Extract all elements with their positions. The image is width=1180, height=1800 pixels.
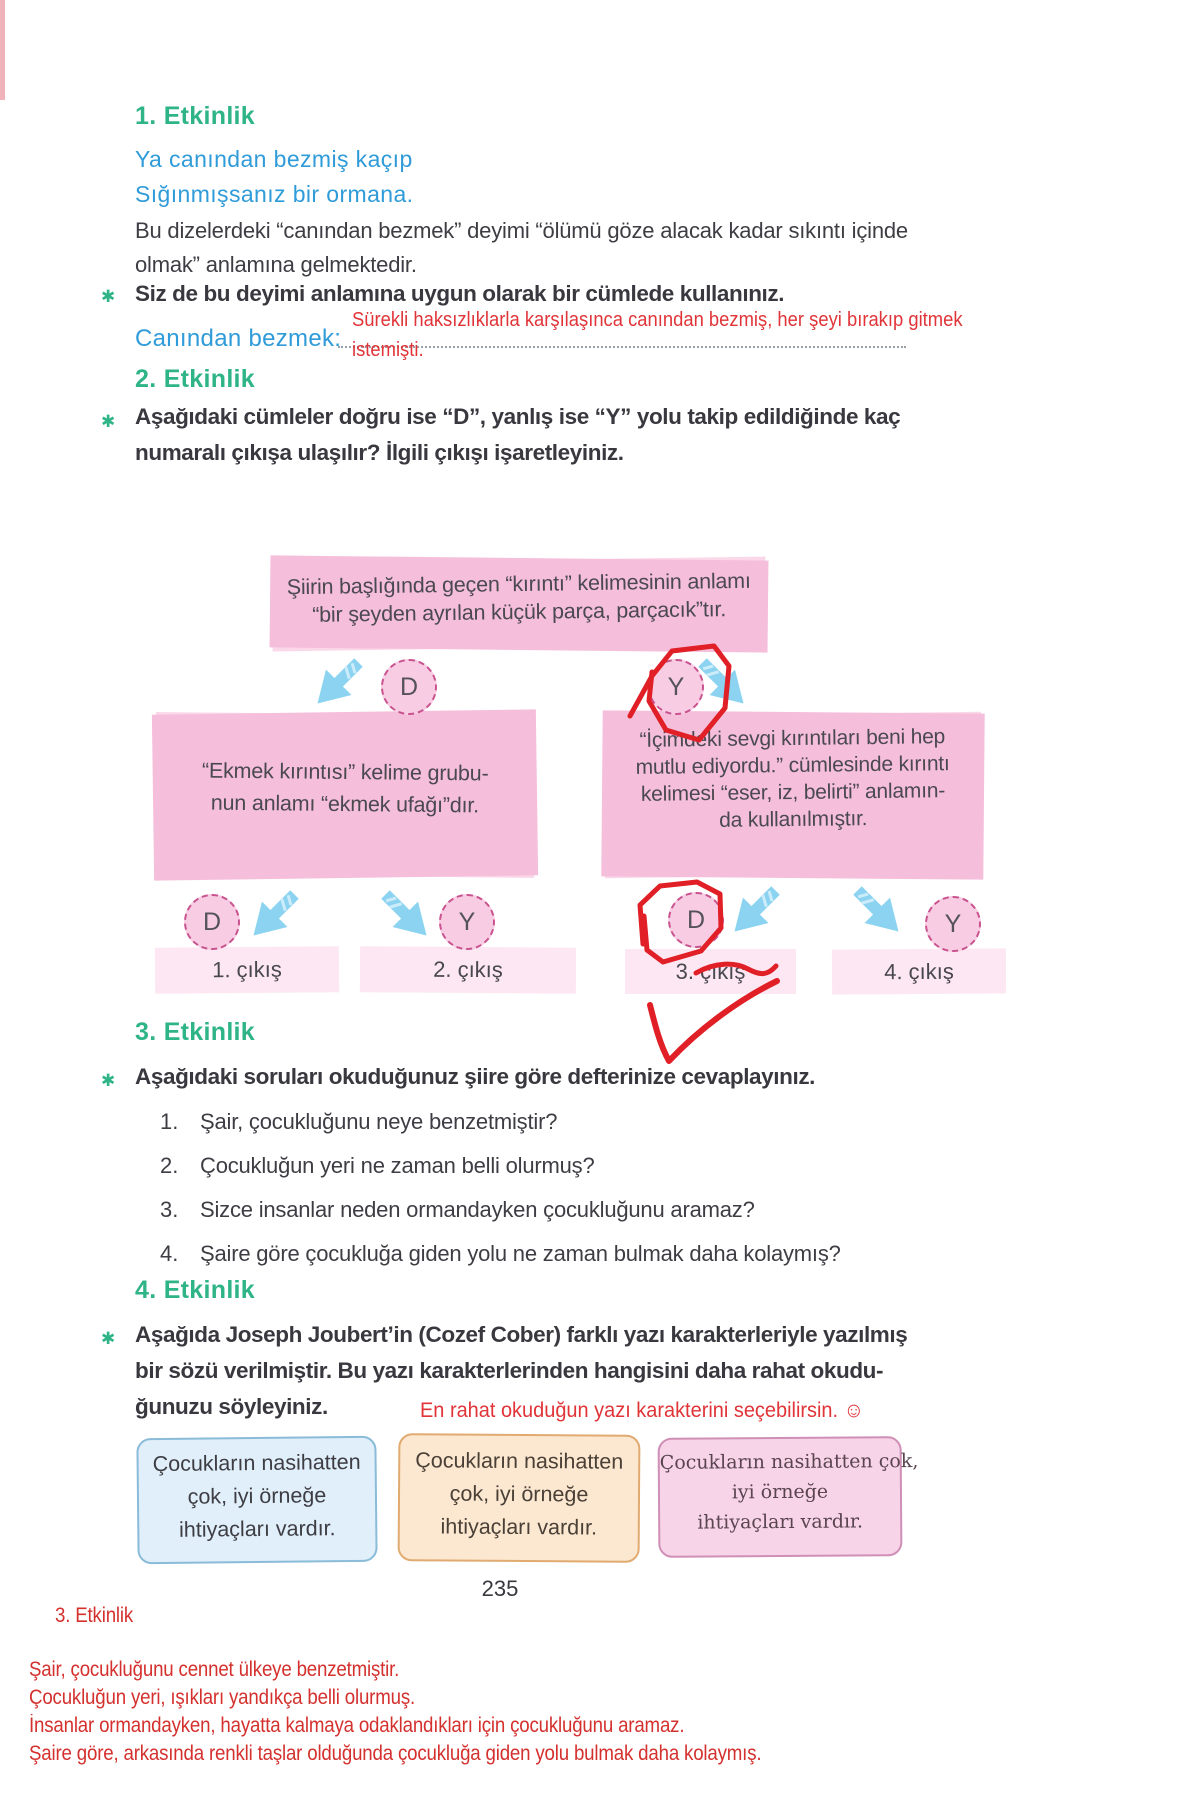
- bottom-annotation-line: Çocukluğun yeri, ışıkları yandıkça belli olurmuş.: [29, 1686, 416, 1709]
- flow-arrow-down-left-icon: [237, 878, 312, 953]
- font-sample-line: Çocukların nasihatten: [415, 1448, 624, 1474]
- question-text: Sizce insanlar neden ormandayken çocukluğunu aramaz?: [200, 1197, 755, 1222]
- dy-letter: D: [399, 672, 419, 701]
- flow-right-line: mutlu ediyordu.” cümlesinde kırıntı: [635, 752, 950, 779]
- question-number: 3.: [160, 1197, 179, 1222]
- activity2-task-line: numaralı çıkışa ulaşılır? İlgili çıkışı işaretleyiniz.: [135, 440, 624, 465]
- font-sample-line: çok, iyi örneğe: [187, 1483, 327, 1509]
- explanation-line: Bu dizelerdeki “canından bezmek” deyimi “ölümü göze alacak kadar sıkıntı içinde: [135, 218, 908, 243]
- flow-arrow-down-left-icon: [718, 874, 793, 949]
- activity4-heading: 4. Etkinlik: [135, 1276, 256, 1304]
- bottom-annotation-line: Şaire göre, arkasında renkli taşlar olduğunda çocukluğa giden yolu bulmak daha kolaymış.: [29, 1742, 762, 1765]
- page-edge-mark: [0, 0, 5, 100]
- question-number: 1.: [160, 1109, 179, 1134]
- dy-letter: D: [686, 905, 706, 934]
- flow-arrow-down-right-icon: [841, 874, 916, 949]
- font-sample-line: çok, iyi örneğe: [449, 1481, 589, 1507]
- exit-box-4[interactable]: 4. çıkış: [832, 948, 1006, 994]
- font-sample-line: ihtiyaçları vardır.: [697, 1510, 864, 1534]
- asterisk-bullet-icon: ✱: [101, 1329, 116, 1348]
- activity3-task: Aşağıdaki soruları okuduğunuz şiire göre defterinize cevaplayınız.: [135, 1064, 816, 1089]
- font-sample-box-serif[interactable]: [658, 1436, 919, 1558]
- exit-box-1[interactable]: 1. çıkış: [155, 946, 339, 994]
- bottom-annotation-heading: 3. Etkinlik: [55, 1604, 134, 1627]
- dy-circle-d2[interactable]: [184, 894, 240, 950]
- question-text: Şaire göre çocukluğa giden yolu ne zaman bulmak daha kolaymış?: [200, 1241, 841, 1266]
- flow-root-line: “bir şeyden ayrılan küçük parça, parçacık”tır.: [312, 597, 727, 627]
- handwritten-teacher-note: En rahat okuduğun yazı karakterini seçebilirsin. ☺: [420, 1399, 864, 1422]
- dy-circle-y2[interactable]: [439, 894, 495, 950]
- explanation-line: olmak” anlamına gelmektedir.: [135, 252, 417, 277]
- dy-circle-d1[interactable]: [381, 659, 437, 715]
- exit-box-2[interactable]: 2. çıkış: [360, 946, 576, 994]
- flow-arrow-down-right-icon: [369, 878, 444, 953]
- question-number: 2.: [160, 1153, 179, 1178]
- dy-circle-d3[interactable]: [668, 892, 724, 948]
- poem-line: Ya canından bezmiş kaçıp: [135, 146, 413, 172]
- activity2-heading: 2. Etkinlik: [135, 365, 256, 393]
- asterisk-bullet-icon: ✱: [101, 1071, 116, 1090]
- flow-right-line: “İçimdeki sevgi kırıntıları beni hep: [639, 725, 946, 752]
- asterisk-bullet-icon: ✱: [101, 412, 116, 431]
- page-number: 235: [481, 1576, 519, 1601]
- question-number: 4.: [160, 1241, 179, 1266]
- exit-box-3[interactable]: 3. çıkış: [625, 949, 796, 994]
- font-sample-line: ihtiyaçları vardır.: [440, 1514, 598, 1540]
- activity4-task-line: ğunuzu söyleyiniz.: [135, 1394, 328, 1419]
- flow-left-line: nun anlamı “ekmek ufağı”dır.: [210, 790, 480, 818]
- activity1-heading: 1. Etkinlik: [135, 102, 256, 130]
- bottom-annotation-line: İnsanlar ormandayken, hayatta kalmaya odaklandıkları için çocukluğunu aramaz.: [29, 1714, 685, 1737]
- activity4-task-line: bir sözü verilmiştir. Bu yazı karakterlerinden hangisini daha rahat okudu-: [135, 1358, 884, 1383]
- activity3-heading: 3. Etkinlik: [135, 1018, 256, 1046]
- font-sample-box-rounded[interactable]: [136, 1436, 377, 1565]
- flow-root-statement-box: [271, 557, 766, 652]
- dy-circle-y3[interactable]: [925, 896, 981, 952]
- question-text: Çocukluğun yeri ne zaman belli olurmuş?: [200, 1153, 595, 1178]
- activity4-task-line: Aşağıda Joseph Joubert’in (Cozef Cober) farklı yazı karakterleriyle yazılmış: [135, 1322, 908, 1347]
- asterisk-bullet-icon: ✱: [101, 287, 116, 306]
- font-sample-box-plain[interactable]: [398, 1433, 641, 1563]
- handwritten-answer-line: istemişti.: [352, 339, 424, 361]
- dy-letter: Y: [458, 907, 476, 936]
- font-sample-line: iyi örneğe: [731, 1480, 829, 1504]
- font-sample-line: Çocukların nasihatten çok,: [659, 1450, 919, 1474]
- dy-letter: Y: [667, 672, 685, 701]
- prompt-label: Canından bezmek:: [135, 325, 342, 352]
- poem-line: Sığınmışsanız bir ormana.: [135, 181, 414, 207]
- dy-letter: D: [202, 907, 222, 936]
- flow-root-line: Şiirin başlığında geçen “kırıntı” kelimesinin anlamı: [286, 568, 751, 600]
- dy-letter: Y: [944, 909, 962, 938]
- bottom-annotation-line: Şair, çocukluğunu cennet ülkeye benzetmiştir.: [29, 1658, 400, 1681]
- question-text: Şair, çocukluğunu neye benzetmiştir?: [200, 1109, 558, 1134]
- flow-right-line: kelimesi “eser, iz, belirti” anlamın-: [640, 779, 946, 806]
- font-sample-line: ihtiyaçları vardır.: [178, 1516, 336, 1542]
- flow-right-line: da kullanılmıştır.: [719, 807, 868, 832]
- font-sample-line: Çocukların nasihatten: [152, 1449, 361, 1477]
- flow-arrow-down-right-icon: [686, 646, 761, 721]
- activity1-task: Siz de bu deyimi anlamına uygun olarak bir cümlede kullanınız.: [135, 281, 785, 306]
- flow-arrow-down-left-icon: [301, 646, 376, 721]
- activity2-task-line: Aşağıdaki cümleler doğru ise “D”, yanlış ise “Y” yolu takip edildiğinde kaç: [135, 404, 901, 429]
- flow-left-statement-box: [154, 712, 536, 878]
- handwritten-answer-line: Sürekli haksızlıklarla karşılaşınca canından bezmiş, her şeyi bırakıp gitmek: [352, 309, 963, 331]
- flow-left-line: “Ekmek kırıntısı” kelime grubu-: [201, 758, 489, 786]
- flow-right-statement-box: [603, 712, 983, 879]
